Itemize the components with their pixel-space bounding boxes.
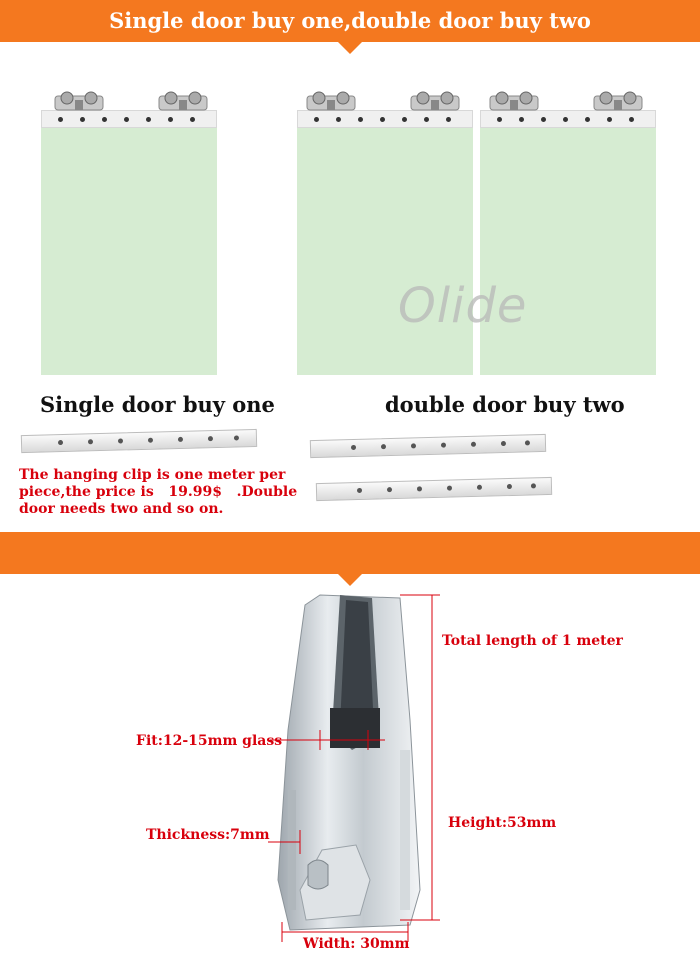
brand-watermark: Olide <box>398 278 528 334</box>
section-banner-notch <box>338 574 362 586</box>
double-door-left-illustration <box>297 110 473 375</box>
top-banner-notch <box>338 42 362 54</box>
note-line2: .Double door needs two and so on. <box>19 484 298 517</box>
double-door-caption: double door buy two <box>385 392 625 417</box>
spec-fit: Fit:12-15mm glass <box>136 733 283 749</box>
note-line1: The hanging clip is one meter per piece,the price is <box>19 467 286 500</box>
section-banner <box>0 532 700 574</box>
roller-icon <box>592 90 644 112</box>
roller-icon <box>488 90 540 112</box>
roller-icon <box>157 90 209 112</box>
roller-icon <box>409 90 461 112</box>
hanging-clip-double-2 <box>316 477 552 501</box>
single-door-illustration <box>41 110 217 375</box>
roller-icon <box>305 90 357 112</box>
roller-icon <box>53 90 105 112</box>
double-door-right-illustration <box>480 110 656 375</box>
spec-width: Width: 30mm <box>303 936 410 952</box>
banner-title: Single door buy one,double door buy two <box>109 8 591 33</box>
hanging-clip-double-1 <box>310 434 546 458</box>
spec-height: Height:53mm <box>448 815 557 831</box>
single-door-caption: Single door buy one <box>40 392 275 417</box>
spec-length: Total length of 1 meter <box>442 633 623 649</box>
spec-thickness: Thickness:7mm <box>146 827 270 843</box>
hanging-clip-single <box>21 429 257 453</box>
price-note <box>19 467 309 518</box>
note-price: 19.99$ <box>168 484 222 500</box>
